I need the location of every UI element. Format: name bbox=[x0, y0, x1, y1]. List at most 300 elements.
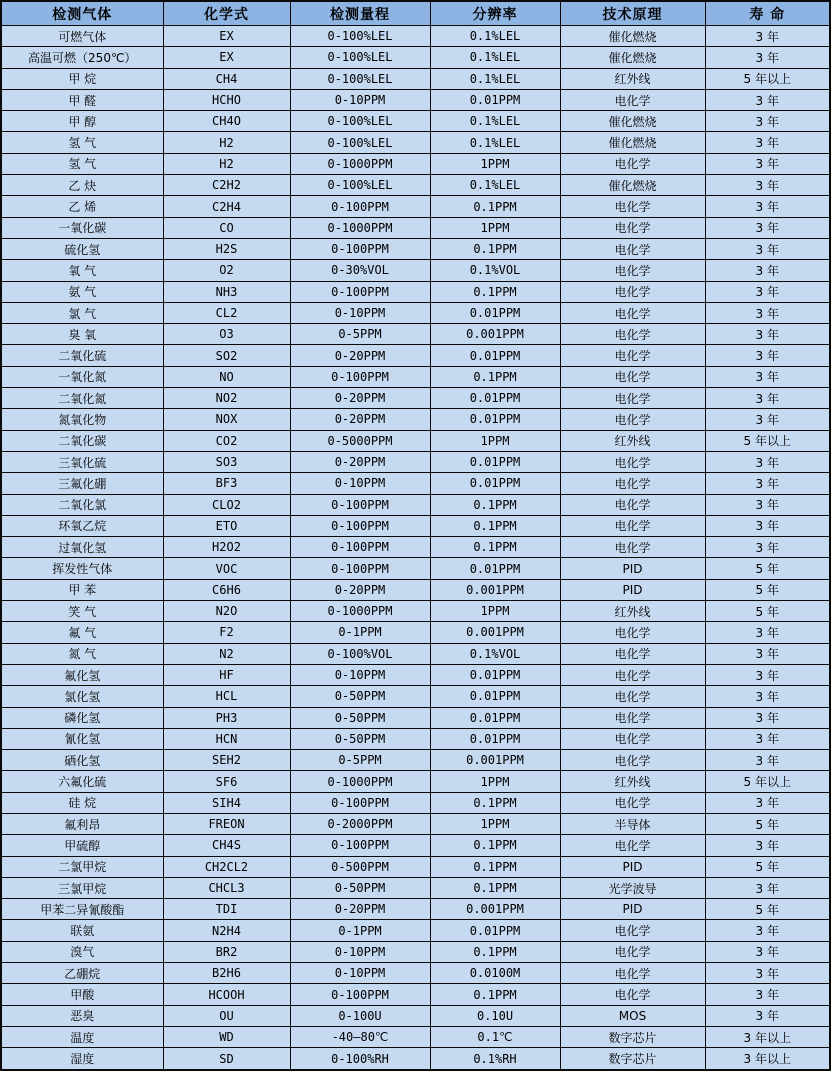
cell-formula: CO bbox=[163, 217, 290, 238]
table-row bbox=[1, 899, 830, 920]
cell-range: 0-10PPM bbox=[290, 473, 430, 494]
cell-principle: 电化学 bbox=[560, 238, 705, 259]
cell-gas: 甲酸 bbox=[1, 984, 163, 1005]
table-row bbox=[1, 984, 830, 1005]
cell-formula: O3 bbox=[163, 324, 290, 345]
table-row bbox=[1, 281, 830, 302]
cell-resolution: 0.1PPM bbox=[430, 984, 560, 1005]
cell-principle: PID bbox=[560, 856, 705, 877]
cell-lifespan: 3 年 bbox=[705, 643, 830, 664]
cell-gas: 三氧化硫 bbox=[1, 451, 163, 472]
cell-resolution: 0.1%RH bbox=[430, 1048, 560, 1070]
cell-principle: 电化学 bbox=[560, 89, 705, 110]
cell-range: 0-100PPM bbox=[290, 558, 430, 579]
cell-range: 0-20PPM bbox=[290, 409, 430, 430]
cell-lifespan: 3 年 bbox=[705, 132, 830, 153]
cell-lifespan: 3 年 bbox=[705, 984, 830, 1005]
cell-formula: CL2 bbox=[163, 302, 290, 323]
cell-principle: 电化学 bbox=[560, 494, 705, 515]
cell-principle: 光学波导 bbox=[560, 877, 705, 898]
cell-lifespan: 3 年 bbox=[705, 409, 830, 430]
cell-principle: MOS bbox=[560, 1005, 705, 1026]
cell-resolution: 1PPM bbox=[430, 430, 560, 451]
cell-lifespan: 3 年 bbox=[705, 324, 830, 345]
cell-lifespan: 3 年 bbox=[705, 941, 830, 962]
cell-resolution: 1PPM bbox=[430, 771, 560, 792]
cell-resolution: 0.1PPM bbox=[430, 494, 560, 515]
table-row bbox=[1, 1005, 830, 1026]
cell-resolution: 1PPM bbox=[430, 813, 560, 834]
cell-range: 0-100PPM bbox=[290, 281, 430, 302]
cell-formula: FREON bbox=[163, 813, 290, 834]
cell-gas: 湿度 bbox=[1, 1048, 163, 1070]
cell-lifespan: 5 年 bbox=[705, 856, 830, 877]
table-row bbox=[1, 622, 830, 643]
cell-principle: 红外线 bbox=[560, 771, 705, 792]
cell-resolution: 0.01PPM bbox=[430, 345, 560, 366]
cell-lifespan: 5 年 bbox=[705, 558, 830, 579]
cell-range: 0-100%RH bbox=[290, 1048, 430, 1070]
cell-principle: PID bbox=[560, 558, 705, 579]
header-lifespan: 寿 命 bbox=[705, 1, 830, 26]
table-row bbox=[1, 196, 830, 217]
table-row bbox=[1, 707, 830, 728]
cell-range: 0-100%LEL bbox=[290, 68, 430, 89]
cell-principle: 电化学 bbox=[560, 260, 705, 281]
cell-gas: 恶臭 bbox=[1, 1005, 163, 1026]
table-row bbox=[1, 920, 830, 941]
table-row bbox=[1, 813, 830, 834]
cell-principle: 数字芯片 bbox=[560, 1048, 705, 1070]
cell-range: 0-100PPM bbox=[290, 238, 430, 259]
cell-range: 0-2000PPM bbox=[290, 813, 430, 834]
header-principle: 技术原理 bbox=[560, 1, 705, 26]
cell-formula: HCHO bbox=[163, 89, 290, 110]
cell-principle: 电化学 bbox=[560, 302, 705, 323]
cell-lifespan: 3 年 bbox=[705, 175, 830, 196]
table-row bbox=[1, 302, 830, 323]
cell-resolution: 0.1%LEL bbox=[430, 111, 560, 132]
cell-range: 0-30%VOL bbox=[290, 260, 430, 281]
cell-range: 0-50PPM bbox=[290, 707, 430, 728]
cell-principle: 电化学 bbox=[560, 686, 705, 707]
cell-principle: 电化学 bbox=[560, 963, 705, 984]
cell-resolution: 0.01PPM bbox=[430, 664, 560, 685]
cell-gas: 三氯甲烷 bbox=[1, 877, 163, 898]
cell-gas: 硫化氢 bbox=[1, 238, 163, 259]
cell-formula: H2 bbox=[163, 153, 290, 174]
cell-range: 0-100PPM bbox=[290, 792, 430, 813]
cell-range: 0-1000PPM bbox=[290, 771, 430, 792]
cell-range: 0-1000PPM bbox=[290, 601, 430, 622]
cell-principle: 电化学 bbox=[560, 366, 705, 387]
cell-formula: HF bbox=[163, 664, 290, 685]
cell-resolution: 0.1PPM bbox=[430, 366, 560, 387]
cell-principle: 电化学 bbox=[560, 664, 705, 685]
cell-lifespan: 5 年以上 bbox=[705, 430, 830, 451]
cell-range: 0-20PPM bbox=[290, 899, 430, 920]
cell-formula: C6H6 bbox=[163, 579, 290, 600]
table-row bbox=[1, 430, 830, 451]
cell-gas: 氟 气 bbox=[1, 622, 163, 643]
cell-formula: ETO bbox=[163, 515, 290, 536]
cell-formula: SO3 bbox=[163, 451, 290, 472]
cell-resolution: 0.01PPM bbox=[430, 920, 560, 941]
cell-range: 0-100PPM bbox=[290, 984, 430, 1005]
cell-formula: HCL bbox=[163, 686, 290, 707]
cell-range: 0-20PPM bbox=[290, 345, 430, 366]
table-row bbox=[1, 388, 830, 409]
cell-gas: 乙硼烷 bbox=[1, 963, 163, 984]
cell-principle: 电化学 bbox=[560, 792, 705, 813]
cell-gas: 氰化氢 bbox=[1, 728, 163, 749]
cell-range: 0-100%LEL bbox=[290, 47, 430, 68]
cell-gas: 甲 苯 bbox=[1, 579, 163, 600]
cell-resolution: 0.001PPM bbox=[430, 622, 560, 643]
cell-lifespan: 3 年 bbox=[705, 622, 830, 643]
cell-formula: NO bbox=[163, 366, 290, 387]
cell-principle: PID bbox=[560, 579, 705, 600]
cell-range: 0-1PPM bbox=[290, 622, 430, 643]
table-row bbox=[1, 89, 830, 110]
cell-lifespan: 3 年 bbox=[705, 920, 830, 941]
cell-formula: CH4 bbox=[163, 68, 290, 89]
cell-resolution: 0.1PPM bbox=[430, 281, 560, 302]
cell-lifespan: 3 年 bbox=[705, 26, 830, 47]
cell-lifespan: 5 年 bbox=[705, 579, 830, 600]
cell-principle: PID bbox=[560, 899, 705, 920]
cell-principle: 电化学 bbox=[560, 622, 705, 643]
cell-principle: 电化学 bbox=[560, 217, 705, 238]
cell-lifespan: 3 年以上 bbox=[705, 1048, 830, 1070]
cell-principle: 电化学 bbox=[560, 750, 705, 771]
cell-lifespan: 3 年 bbox=[705, 196, 830, 217]
cell-range: 0-20PPM bbox=[290, 388, 430, 409]
cell-lifespan: 3 年以上 bbox=[705, 1026, 830, 1047]
cell-resolution: 0.1PPM bbox=[430, 856, 560, 877]
cell-range: 0-20PPM bbox=[290, 579, 430, 600]
table-row bbox=[1, 68, 830, 89]
header-resolution: 分辨率 bbox=[430, 1, 560, 26]
cell-gas: 氟化氢 bbox=[1, 664, 163, 685]
cell-gas: 二氧化硫 bbox=[1, 345, 163, 366]
cell-principle: 电化学 bbox=[560, 409, 705, 430]
cell-formula: WD bbox=[163, 1026, 290, 1047]
cell-formula: B2H6 bbox=[163, 963, 290, 984]
cell-principle: 电化学 bbox=[560, 324, 705, 345]
cell-range: 0-10PPM bbox=[290, 89, 430, 110]
cell-formula: EX bbox=[163, 26, 290, 47]
cell-principle: 催化燃烧 bbox=[560, 26, 705, 47]
table-row bbox=[1, 324, 830, 345]
cell-principle: 电化学 bbox=[560, 196, 705, 217]
cell-formula: NH3 bbox=[163, 281, 290, 302]
cell-lifespan: 3 年 bbox=[705, 750, 830, 771]
cell-gas: 氯化氢 bbox=[1, 686, 163, 707]
cell-principle: 电化学 bbox=[560, 473, 705, 494]
table-row bbox=[1, 963, 830, 984]
cell-gas: 甲 烷 bbox=[1, 68, 163, 89]
cell-gas: 二氧化氮 bbox=[1, 388, 163, 409]
cell-range: 0-5000PPM bbox=[290, 430, 430, 451]
cell-formula: SD bbox=[163, 1048, 290, 1070]
cell-formula: SIH4 bbox=[163, 792, 290, 813]
cell-range: 0-100PPM bbox=[290, 494, 430, 515]
cell-formula: H2 bbox=[163, 132, 290, 153]
table-row bbox=[1, 132, 830, 153]
cell-formula: CO2 bbox=[163, 430, 290, 451]
cell-gas: 氢 气 bbox=[1, 132, 163, 153]
cell-gas: 甲 醛 bbox=[1, 89, 163, 110]
cell-resolution: 0.1%LEL bbox=[430, 68, 560, 89]
cell-principle: 催化燃烧 bbox=[560, 47, 705, 68]
cell-principle: 数字芯片 bbox=[560, 1026, 705, 1047]
cell-formula: CHCL3 bbox=[163, 877, 290, 898]
cell-range: 0-100PPM bbox=[290, 196, 430, 217]
cell-formula: VOC bbox=[163, 558, 290, 579]
cell-resolution: 0.01PPM bbox=[430, 728, 560, 749]
header-formula: 化学式 bbox=[163, 1, 290, 26]
cell-principle: 电化学 bbox=[560, 388, 705, 409]
cell-principle: 电化学 bbox=[560, 153, 705, 174]
table-row bbox=[1, 366, 830, 387]
cell-gas: 氟利昂 bbox=[1, 813, 163, 834]
cell-range: 0-20PPM bbox=[290, 451, 430, 472]
cell-range: 0-10PPM bbox=[290, 963, 430, 984]
cell-formula: O2 bbox=[163, 260, 290, 281]
cell-lifespan: 3 年 bbox=[705, 302, 830, 323]
cell-resolution: 0.1PPM bbox=[430, 515, 560, 536]
cell-formula: H2O2 bbox=[163, 537, 290, 558]
cell-range: 0-100%LEL bbox=[290, 111, 430, 132]
cell-gas: 氨 气 bbox=[1, 281, 163, 302]
cell-principle: 电化学 bbox=[560, 835, 705, 856]
cell-formula: BR2 bbox=[163, 941, 290, 962]
cell-lifespan: 5 年以上 bbox=[705, 771, 830, 792]
cell-lifespan: 3 年 bbox=[705, 1005, 830, 1026]
cell-range: 0-5PPM bbox=[290, 750, 430, 771]
cell-resolution: 0.01PPM bbox=[430, 302, 560, 323]
cell-lifespan: 3 年 bbox=[705, 153, 830, 174]
table-row bbox=[1, 537, 830, 558]
cell-lifespan: 5 年 bbox=[705, 601, 830, 622]
cell-range: 0-50PPM bbox=[290, 728, 430, 749]
cell-gas: 笑 气 bbox=[1, 601, 163, 622]
cell-formula: CLO2 bbox=[163, 494, 290, 515]
cell-gas: 氧 气 bbox=[1, 260, 163, 281]
cell-gas: 溴气 bbox=[1, 941, 163, 962]
cell-lifespan: 3 年 bbox=[705, 728, 830, 749]
cell-range: 0-1000PPM bbox=[290, 153, 430, 174]
table-row bbox=[1, 771, 830, 792]
cell-lifespan: 3 年 bbox=[705, 111, 830, 132]
cell-principle: 电化学 bbox=[560, 643, 705, 664]
cell-range: 0-1PPM bbox=[290, 920, 430, 941]
cell-gas: 磷化氢 bbox=[1, 707, 163, 728]
cell-formula: NO2 bbox=[163, 388, 290, 409]
table-row bbox=[1, 643, 830, 664]
cell-principle: 电化学 bbox=[560, 345, 705, 366]
cell-resolution: 0.01PPM bbox=[430, 558, 560, 579]
cell-lifespan: 3 年 bbox=[705, 281, 830, 302]
cell-lifespan: 3 年 bbox=[705, 494, 830, 515]
cell-range: 0-10PPM bbox=[290, 941, 430, 962]
cell-lifespan: 3 年 bbox=[705, 345, 830, 366]
cell-gas: 二氧化氯 bbox=[1, 494, 163, 515]
cell-resolution: 0.001PPM bbox=[430, 324, 560, 345]
cell-formula: CH4O bbox=[163, 111, 290, 132]
cell-resolution: 0.001PPM bbox=[430, 750, 560, 771]
cell-gas: 甲 醇 bbox=[1, 111, 163, 132]
table-header-row bbox=[1, 1, 830, 26]
cell-resolution: 0.1PPM bbox=[430, 238, 560, 259]
cell-resolution: 0.01PPM bbox=[430, 388, 560, 409]
cell-gas: 二氧化碳 bbox=[1, 430, 163, 451]
cell-resolution: 0.1PPM bbox=[430, 792, 560, 813]
table-row bbox=[1, 579, 830, 600]
cell-gas: 氯 气 bbox=[1, 302, 163, 323]
table-row bbox=[1, 238, 830, 259]
cell-gas: 挥发性气体 bbox=[1, 558, 163, 579]
cell-principle: 电化学 bbox=[560, 707, 705, 728]
cell-range: 0-5PPM bbox=[290, 324, 430, 345]
cell-range: 0-100PPM bbox=[290, 366, 430, 387]
cell-principle: 电化学 bbox=[560, 984, 705, 1005]
table-row bbox=[1, 494, 830, 515]
cell-range: 0-100%LEL bbox=[290, 26, 430, 47]
cell-formula: BF3 bbox=[163, 473, 290, 494]
table-row bbox=[1, 835, 830, 856]
cell-gas: 二氯甲烷 bbox=[1, 856, 163, 877]
table-row bbox=[1, 728, 830, 749]
cell-lifespan: 3 年 bbox=[705, 835, 830, 856]
cell-gas: 硅 烷 bbox=[1, 792, 163, 813]
cell-lifespan: 3 年 bbox=[705, 89, 830, 110]
cell-resolution: 0.1%LEL bbox=[430, 26, 560, 47]
cell-gas: 温度 bbox=[1, 1026, 163, 1047]
cell-resolution: 0.1℃ bbox=[430, 1026, 560, 1047]
cell-resolution: 0.1%LEL bbox=[430, 132, 560, 153]
cell-range: 0-100%VOL bbox=[290, 643, 430, 664]
cell-lifespan: 3 年 bbox=[705, 537, 830, 558]
cell-range: 0-50PPM bbox=[290, 877, 430, 898]
cell-lifespan: 3 年 bbox=[705, 473, 830, 494]
cell-resolution: 1PPM bbox=[430, 601, 560, 622]
cell-range: 0-100U bbox=[290, 1005, 430, 1026]
table-row bbox=[1, 558, 830, 579]
table-row bbox=[1, 47, 830, 68]
cell-principle: 电化学 bbox=[560, 728, 705, 749]
cell-principle: 催化燃烧 bbox=[560, 132, 705, 153]
cell-formula: PH3 bbox=[163, 707, 290, 728]
cell-resolution: 0.1%LEL bbox=[430, 47, 560, 68]
cell-formula: NOX bbox=[163, 409, 290, 430]
table-row bbox=[1, 153, 830, 174]
cell-range: 0-100PPM bbox=[290, 835, 430, 856]
cell-lifespan: 3 年 bbox=[705, 792, 830, 813]
cell-gas: 三氟化硼 bbox=[1, 473, 163, 494]
table-body bbox=[1, 26, 830, 1071]
cell-resolution: 0.1PPM bbox=[430, 941, 560, 962]
cell-range: 0-10PPM bbox=[290, 302, 430, 323]
cell-resolution: 0.1%VOL bbox=[430, 260, 560, 281]
table-row bbox=[1, 877, 830, 898]
cell-resolution: 0.10U bbox=[430, 1005, 560, 1026]
cell-resolution: 1PPM bbox=[430, 153, 560, 174]
cell-lifespan: 3 年 bbox=[705, 388, 830, 409]
cell-principle: 半导体 bbox=[560, 813, 705, 834]
cell-formula: CH4S bbox=[163, 835, 290, 856]
table-row bbox=[1, 473, 830, 494]
cell-gas: 高温可燃（250℃） bbox=[1, 47, 163, 68]
cell-gas: 乙 炔 bbox=[1, 175, 163, 196]
cell-principle: 红外线 bbox=[560, 430, 705, 451]
cell-range: 0-500PPM bbox=[290, 856, 430, 877]
table-row bbox=[1, 217, 830, 238]
cell-resolution: 1PPM bbox=[430, 217, 560, 238]
table-row bbox=[1, 515, 830, 536]
cell-principle: 催化燃烧 bbox=[560, 111, 705, 132]
cell-formula: F2 bbox=[163, 622, 290, 643]
table-row bbox=[1, 792, 830, 813]
cell-resolution: 0.001PPM bbox=[430, 579, 560, 600]
cell-lifespan: 5 年 bbox=[705, 899, 830, 920]
cell-range: -40—80℃ bbox=[290, 1026, 430, 1047]
table-row bbox=[1, 1026, 830, 1047]
cell-range: 0-100PPM bbox=[290, 515, 430, 536]
cell-lifespan: 3 年 bbox=[705, 366, 830, 387]
table-row bbox=[1, 601, 830, 622]
cell-lifespan: 5 年以上 bbox=[705, 68, 830, 89]
cell-gas: 六氟化硫 bbox=[1, 771, 163, 792]
cell-principle: 电化学 bbox=[560, 920, 705, 941]
cell-formula: HCOOH bbox=[163, 984, 290, 1005]
cell-range: 0-50PPM bbox=[290, 686, 430, 707]
table-row bbox=[1, 941, 830, 962]
header-gas: 检测气体 bbox=[1, 1, 163, 26]
cell-gas: 氮氧化物 bbox=[1, 409, 163, 430]
cell-gas: 氢 气 bbox=[1, 153, 163, 174]
cell-formula: CH2CL2 bbox=[163, 856, 290, 877]
header-range: 检测量程 bbox=[290, 1, 430, 26]
cell-gas: 甲硫醇 bbox=[1, 835, 163, 856]
cell-range: 0-100%LEL bbox=[290, 132, 430, 153]
table-row bbox=[1, 1048, 830, 1070]
cell-formula: N2O bbox=[163, 601, 290, 622]
cell-gas: 过氧化氢 bbox=[1, 537, 163, 558]
table-row bbox=[1, 451, 830, 472]
cell-formula: OU bbox=[163, 1005, 290, 1026]
table-row bbox=[1, 409, 830, 430]
cell-formula: SO2 bbox=[163, 345, 290, 366]
cell-resolution: 0.0100M bbox=[430, 963, 560, 984]
cell-principle: 红外线 bbox=[560, 601, 705, 622]
cell-principle: 电化学 bbox=[560, 515, 705, 536]
cell-formula: EX bbox=[163, 47, 290, 68]
cell-formula: N2 bbox=[163, 643, 290, 664]
cell-resolution: 0.01PPM bbox=[430, 473, 560, 494]
cell-gas: 可燃气体 bbox=[1, 26, 163, 47]
cell-principle: 电化学 bbox=[560, 451, 705, 472]
cell-resolution: 0.1PPM bbox=[430, 196, 560, 217]
table-row bbox=[1, 345, 830, 366]
cell-lifespan: 3 年 bbox=[705, 515, 830, 536]
table-row bbox=[1, 111, 830, 132]
cell-formula: N2H4 bbox=[163, 920, 290, 941]
cell-lifespan: 3 年 bbox=[705, 686, 830, 707]
cell-lifespan: 3 年 bbox=[705, 963, 830, 984]
table-row bbox=[1, 664, 830, 685]
